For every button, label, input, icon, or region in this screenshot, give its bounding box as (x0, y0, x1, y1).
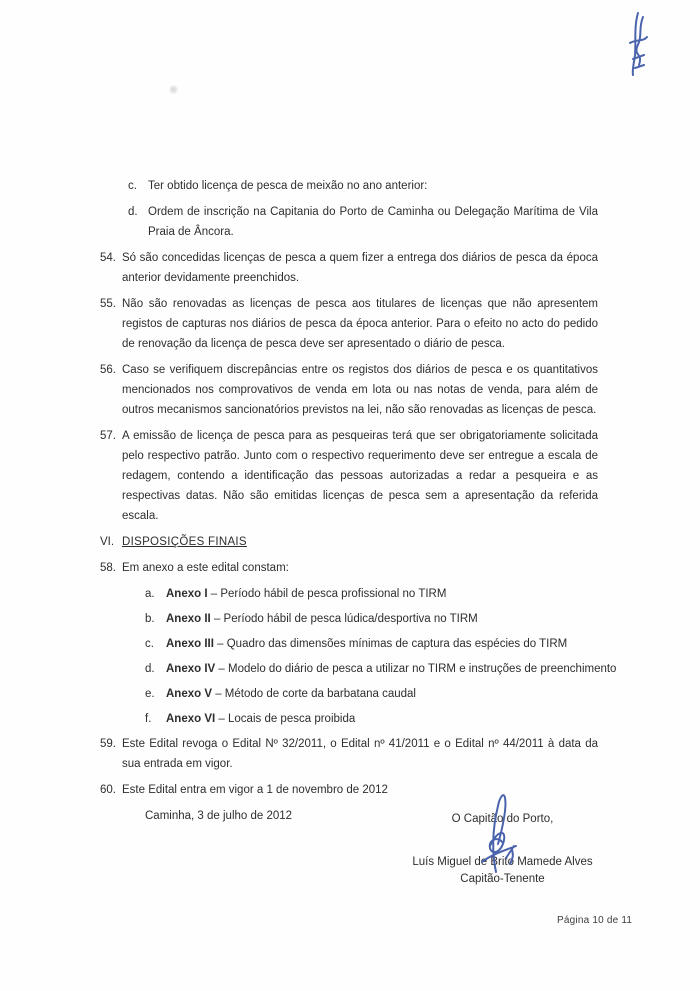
item-number: 58. (100, 562, 116, 574)
anexo-letter: b. (145, 613, 155, 625)
item-text: Este Edital revoga o Edital Nº 32/2011, o Edital nº 41/2011 e o Edital nº 44/2011 à data da sua entrada em vigor. (122, 738, 598, 770)
anexo-name: Anexo III (166, 638, 214, 650)
anexo-item-2 (145, 609, 598, 629)
anexo-name: Anexo VI (166, 713, 216, 725)
anexo-letter: c. (145, 638, 154, 650)
list-item-text: Ter obtido licença de pesca de meixão no ano anterior: (148, 180, 428, 192)
list-item-d (128, 202, 598, 242)
anexo-text: – Modelo do diário de pesca a utilizar no TIRM e instruções de preenchimento (218, 663, 617, 675)
item-number: 54. (100, 252, 116, 264)
anexo-name: Anexo IV (166, 663, 216, 675)
numbered-item-54 (100, 248, 598, 288)
anexo-item-6 (145, 709, 598, 729)
numbered-item-59 (100, 734, 598, 774)
list-item-label: c. (128, 180, 137, 192)
list-item-text: Ordem de inscrição na Capitania do Porto de Caminha ou Delegação Marítima de Vila Praia de Âncora. (148, 206, 598, 238)
section-numeral: VI. (100, 536, 115, 548)
anexo-text: – Período hábil de pesca lúdica/desportiva no TIRM (213, 613, 478, 625)
item-number: 56. (100, 364, 116, 376)
anexo-item-3 (145, 634, 598, 654)
signatory-name: Luís Miguel de Brito Mamede Alves (412, 856, 593, 868)
numbered-item-57 (100, 426, 598, 526)
anexo-text: – Período hábil de pesca profissional no TIRM (210, 588, 447, 600)
numbered-item-55 (100, 294, 598, 354)
item-number: 57. (100, 430, 116, 442)
list-item-label: d. (128, 206, 138, 218)
item-number: 60. (100, 784, 116, 796)
anexo-name: Anexo V (166, 688, 213, 700)
item-text: Este Edital entra em vigor a 1 de novembro de 2012 (122, 784, 388, 796)
anexo-letter: e. (145, 688, 155, 700)
numbered-item-56 (100, 360, 598, 420)
anexo-letter: d. (145, 663, 155, 675)
item-text: A emissão de licença de pesca para as pesqueiras terá que ser obrigatoriamente solicitada pelo respectivo patrão. Junto com o respectivo requerimento deve ser entregue a escala de redagem, contendo a identificação das pessoas autorizadas a redar a pesqueira e as respectivas datas. Não são emitidas licenças de pesca sem a apresentação da referida escala. (122, 430, 598, 522)
item-text: Caso se verifiquem discrepâncias entre os registos dos diários de pesca e os quantitativos mencionados nos comprovativos de venda em lota ou nas notas de venda, para além de outros mecanismos sancionatórios previstos na lei, não são renovadas as licenças de pesca. (122, 364, 598, 416)
paraph-signature-icon (612, 8, 660, 80)
scan-speck (170, 86, 177, 93)
item-number: 59. (100, 738, 116, 750)
item-number: 55. (100, 298, 116, 310)
anexo-name: Anexo II (166, 613, 211, 625)
anexo-text: – Locais de pesca proibida (218, 713, 356, 725)
item-text: Não são renovadas as licenças de pesca aos titulares de licenças que não apresentem registos de capturas nos diários de pesca da época anterior. Para o efeito no acto do pedido de renovação da licença de pesca deve ser apresentado o diário de pesca. (122, 298, 598, 350)
anexo-text: – Quadro das dimensões mínimas de captura das espécies do TIRM (217, 638, 568, 650)
anexo-item-5 (145, 684, 598, 704)
signatory-title: O Capitão do Porto, (451, 813, 554, 825)
numbered-item-58 (100, 558, 598, 578)
section-heading-disposicoes-finais (100, 532, 598, 552)
item-text: Só são concedidas licenças de pesca a quem fizer a entrega dos diários de pesca da época anterior devidamente preenchidos. (122, 252, 598, 284)
page-number: Página 10 de 11 (557, 915, 633, 926)
anexo-text: – Método de corte da barbatana caudal (215, 688, 416, 700)
item-text: Em anexo a este edital constam: (122, 562, 289, 574)
anexo-item-4 (145, 659, 617, 679)
anexo-letter: f. (145, 713, 152, 725)
list-item-c (128, 176, 598, 196)
handwritten-signature-icon (462, 786, 532, 878)
section-title: DISPOSIÇÕES FINAIS (122, 536, 247, 548)
anexo-name: Anexo I (166, 588, 208, 600)
signatory-rank: Capitão-Tenente (460, 873, 545, 885)
document-body (100, 176, 617, 826)
anexo-item-1 (145, 584, 598, 604)
dateline: Caminha, 3 de julho de 2012 (145, 810, 293, 822)
anexo-letter: a. (145, 588, 155, 600)
